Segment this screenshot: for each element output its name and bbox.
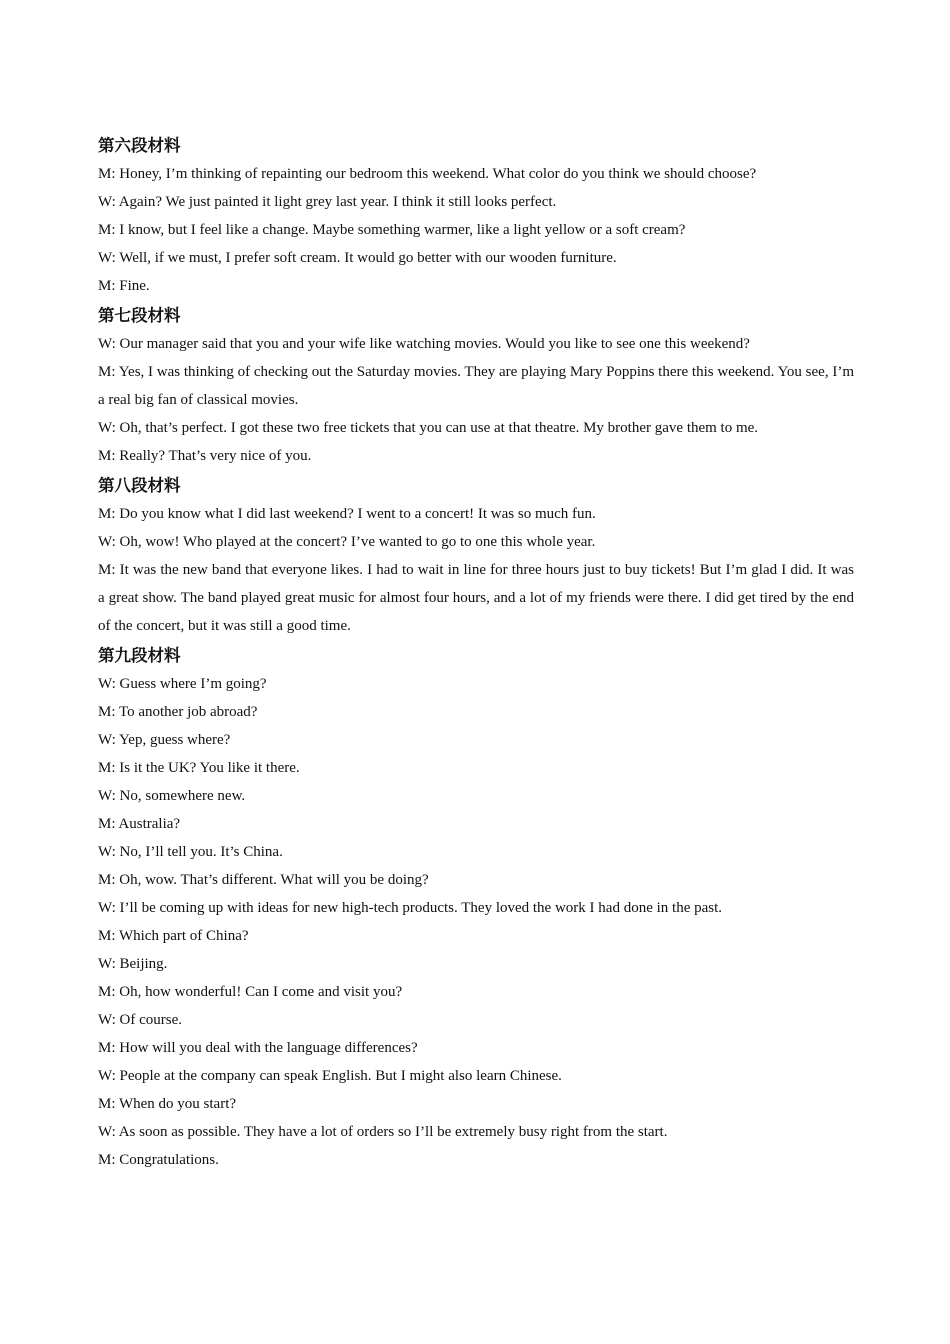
dialogue-line: M: Yes, I was thinking of checking out the Saturday movies. They are playing Mary Poppins there this weekend. You see, I’m a real big fan of classical movies. [98,364,854,408]
dialogue-line: M: Honey, I’m thinking of repainting our bedroom this weekend. What color do you think we should choose? [98,166,757,182]
dialogue-line: W: Yep, guess where? [98,732,231,748]
dialogue-line: M: It was the new band that everyone likes. I had to wait in line for three hours just to buy tickets! But I’m glad I did. It was a great show. The band played great music for almost four hours, and a lot of my friends were there. I did get tired by the end of the concert, but it was still a good time. [98,562,854,634]
dialogue-line: M: Do you know what I did last weekend? I went to a concert! It was so much fun. [98,506,596,522]
dialogue-line: M: How will you deal with the language differences? [98,1040,418,1056]
dialogue-line: W: Of course. [98,1012,182,1028]
section-heading: 第九段材料 [98,646,181,665]
section-heading: 第六段材料 [98,136,181,155]
dialogue-line: M: I know, but I feel like a change. Maybe something warmer, like a light yellow or a soft cream? [98,222,686,238]
dialogue-line: M: Which part of China? [98,928,249,944]
dialogue-line: M: Really? That’s very nice of you. [98,448,312,464]
section-7 [98,300,854,470]
dialogue-line: M: Is it the UK? You like it there. [98,760,300,776]
section-8 [98,470,854,640]
dialogue-line: W: No, somewhere new. [98,788,246,804]
dialogue-line: M: Congratulations. [98,1152,219,1168]
dialogue-line: M: Oh, wow. That’s different. What will you be doing? [98,872,429,888]
dialogue-line: M: Australia? [98,816,181,832]
dialogue-line: W: Well, if we must, I prefer soft cream. It would go better with our wooden furniture. [98,250,617,266]
section-6 [98,130,854,300]
dialogue-line: M: Fine. [98,278,150,294]
dialogue-line: W: Oh, that’s perfect. I got these two free tickets that you can use at that theatre. My brother gave them to me. [98,420,759,436]
dialogue-line: W: Our manager said that you and your wife like watching movies. Would you like to see one this weekend? [98,336,750,352]
dialogue-line: W: As soon as possible. They have a lot of orders so I’ll be extremely busy right from the start. [98,1124,668,1140]
section-heading: 第七段材料 [98,306,181,325]
dialogue-line: W: No, I’ll tell you. It’s China. [98,844,283,860]
document-page [98,130,854,1174]
dialogue-line: W: I’ll be coming up with ideas for new high-tech products. They loved the work I had done in the past. [98,900,723,916]
dialogue-line: M: Oh, how wonderful! Can I come and visit you? [98,984,403,1000]
dialogue-line: M: When do you start? [98,1096,237,1112]
section-heading: 第八段材料 [98,476,181,495]
dialogue-line: W: Beijing. [98,956,168,972]
dialogue-line: W: People at the company can speak English. But I might also learn Chinese. [98,1068,562,1084]
section-9 [98,640,854,1174]
dialogue-line: W: Again? We just painted it light grey last year. I think it still looks perfect. [98,194,557,210]
dialogue-line: M: To another job abroad? [98,704,258,720]
dialogue-line: W: Guess where I’m going? [98,676,267,692]
dialogue-line: W: Oh, wow! Who played at the concert? I’ve wanted to go to one this whole year. [98,534,596,550]
